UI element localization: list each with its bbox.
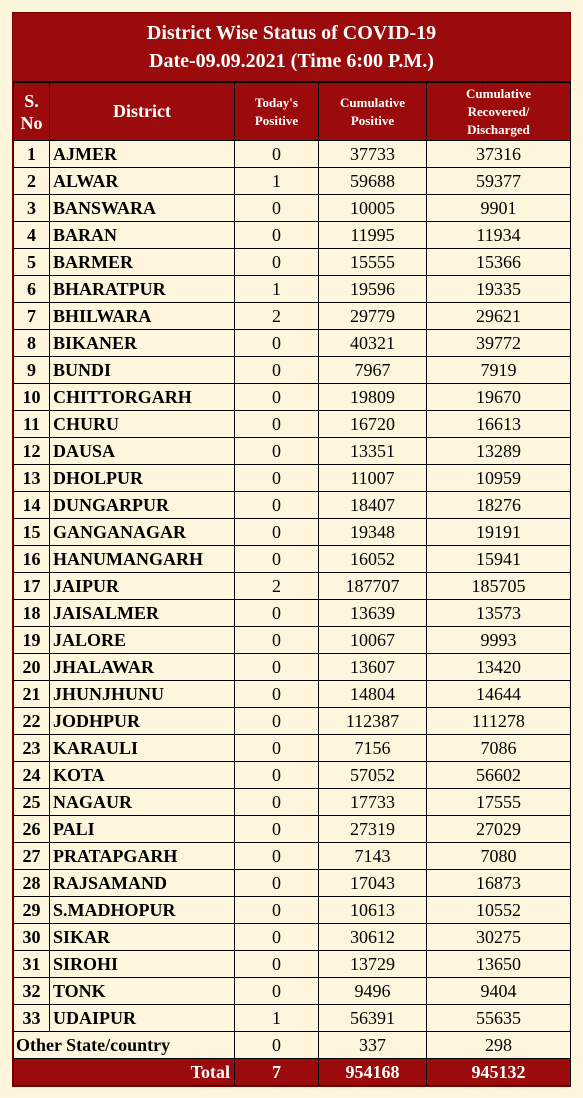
- row-today-positive: 0: [235, 249, 319, 276]
- row-cumulative-positive: 11007: [319, 465, 427, 492]
- total-cum-recovered: 945132: [427, 1059, 571, 1086]
- row-cumulative-positive: 13639: [319, 600, 427, 627]
- row-district: JAIPUR: [50, 573, 235, 600]
- row-sno: 17: [14, 573, 50, 600]
- row-today-positive: 0: [235, 951, 319, 978]
- row-cumulative-positive: 14804: [319, 681, 427, 708]
- table-row: [14, 1005, 571, 1032]
- row-cumulative-recovered: 15941: [427, 546, 571, 573]
- header-district: District: [50, 83, 235, 141]
- row-district: JALORE: [50, 627, 235, 654]
- row-today-positive: 0: [235, 546, 319, 573]
- row-sno: 4: [14, 222, 50, 249]
- header-cum-rec-line2: Recovered/: [467, 103, 530, 119]
- other-state-cum-positive: 337: [319, 1032, 427, 1059]
- row-today-positive: 0: [235, 897, 319, 924]
- header-cumulative-positive: [319, 83, 427, 141]
- row-district: ALWAR: [50, 168, 235, 195]
- row-cumulative-recovered: 7086: [427, 735, 571, 762]
- row-cumulative-recovered: 185705: [427, 573, 571, 600]
- table-row: [14, 546, 571, 573]
- table-row: [14, 681, 571, 708]
- header-today-line2: Positive: [254, 112, 299, 128]
- row-district: JODHPUR: [50, 708, 235, 735]
- row-cumulative-positive: 37733: [319, 141, 427, 168]
- table-row: [14, 249, 571, 276]
- header-cum-rec-line3: Discharged: [467, 121, 530, 137]
- row-cumulative-recovered: 19670: [427, 384, 571, 411]
- header-cum-rec-line1: Cumulative: [466, 85, 531, 101]
- row-cumulative-positive: 29779: [319, 303, 427, 330]
- row-sno: 1: [14, 141, 50, 168]
- row-sno: 22: [14, 708, 50, 735]
- row-cumulative-positive: 16052: [319, 546, 427, 573]
- table-row: [14, 276, 571, 303]
- row-district: RAJSAMAND: [50, 870, 235, 897]
- row-district: JHALAWAR: [50, 654, 235, 681]
- row-cumulative-positive: 59688: [319, 168, 427, 195]
- row-cumulative-recovered: 17555: [427, 789, 571, 816]
- row-today-positive: 0: [235, 465, 319, 492]
- row-cumulative-recovered: 15366: [427, 249, 571, 276]
- row-district: BANSWARA: [50, 195, 235, 222]
- table-row: [14, 222, 571, 249]
- row-district: CHITTORGARH: [50, 384, 235, 411]
- row-sno: 29: [14, 897, 50, 924]
- table-row: [14, 330, 571, 357]
- row-today-positive: 0: [235, 141, 319, 168]
- district-status-table: [13, 82, 571, 1086]
- row-cumulative-positive: 7967: [319, 357, 427, 384]
- row-cumulative-positive: 27319: [319, 816, 427, 843]
- row-cumulative-recovered: 59377: [427, 168, 571, 195]
- row-today-positive: 1: [235, 168, 319, 195]
- row-today-positive: 0: [235, 492, 319, 519]
- other-state-row: [14, 1032, 571, 1059]
- row-cumulative-recovered: 9404: [427, 978, 571, 1005]
- row-district: BARAN: [50, 222, 235, 249]
- row-sno: 10: [14, 384, 50, 411]
- row-today-positive: 0: [235, 330, 319, 357]
- row-cumulative-recovered: 56602: [427, 762, 571, 789]
- row-sno: 9: [14, 357, 50, 384]
- header-sno-line1: S.: [24, 90, 39, 111]
- table-header: [14, 83, 571, 141]
- row-sno: 7: [14, 303, 50, 330]
- row-cumulative-positive: 40321: [319, 330, 427, 357]
- row-cumulative-recovered: 11934: [427, 222, 571, 249]
- row-cumulative-recovered: 30275: [427, 924, 571, 951]
- row-today-positive: 0: [235, 762, 319, 789]
- row-district: BUNDI: [50, 357, 235, 384]
- table-row: [14, 384, 571, 411]
- row-today-positive: 0: [235, 384, 319, 411]
- row-sno: 26: [14, 816, 50, 843]
- row-today-positive: 0: [235, 735, 319, 762]
- row-today-positive: 0: [235, 654, 319, 681]
- row-cumulative-positive: 10067: [319, 627, 427, 654]
- table-row: [14, 762, 571, 789]
- row-cumulative-positive: 7143: [319, 843, 427, 870]
- row-cumulative-recovered: 29621: [427, 303, 571, 330]
- row-cumulative-positive: 7156: [319, 735, 427, 762]
- header-cumulative-recovered: [427, 83, 571, 141]
- row-sno: 16: [14, 546, 50, 573]
- row-sno: 6: [14, 276, 50, 303]
- other-state-cum-recovered: 298: [427, 1032, 571, 1059]
- row-today-positive: 0: [235, 438, 319, 465]
- table-row: [14, 600, 571, 627]
- row-cumulative-positive: 17733: [319, 789, 427, 816]
- row-sno: 21: [14, 681, 50, 708]
- row-cumulative-recovered: 19191: [427, 519, 571, 546]
- row-sno: 31: [14, 951, 50, 978]
- header-today-line1: Today's: [255, 94, 298, 110]
- row-district: PALI: [50, 816, 235, 843]
- header-today-positive: [235, 83, 319, 141]
- row-district: GANGANAGAR: [50, 519, 235, 546]
- table-row: [14, 924, 571, 951]
- row-cumulative-positive: 18407: [319, 492, 427, 519]
- row-cumulative-recovered: 37316: [427, 141, 571, 168]
- table-row: [14, 303, 571, 330]
- table-row: [14, 465, 571, 492]
- row-sno: 25: [14, 789, 50, 816]
- row-cumulative-positive: 112387: [319, 708, 427, 735]
- row-today-positive: 0: [235, 789, 319, 816]
- table-row: [14, 870, 571, 897]
- row-cumulative-recovered: 10959: [427, 465, 571, 492]
- total-cum-positive: 954168: [319, 1059, 427, 1086]
- row-cumulative-positive: 17043: [319, 870, 427, 897]
- row-today-positive: 0: [235, 600, 319, 627]
- row-district: CHURU: [50, 411, 235, 438]
- row-district: BHILWARA: [50, 303, 235, 330]
- row-district: BIKANER: [50, 330, 235, 357]
- row-district: SIROHI: [50, 951, 235, 978]
- row-cumulative-positive: 13729: [319, 951, 427, 978]
- row-cumulative-recovered: 111278: [427, 708, 571, 735]
- row-today-positive: 0: [235, 708, 319, 735]
- row-cumulative-recovered: 14644: [427, 681, 571, 708]
- row-today-positive: 0: [235, 519, 319, 546]
- row-cumulative-positive: 30612: [319, 924, 427, 951]
- row-sno: 20: [14, 654, 50, 681]
- row-cumulative-positive: 13607: [319, 654, 427, 681]
- row-sno: 27: [14, 843, 50, 870]
- header-cum-pos-line1: Cumulative: [340, 94, 405, 110]
- row-cumulative-positive: 187707: [319, 573, 427, 600]
- row-sno: 19: [14, 627, 50, 654]
- table-row: [14, 897, 571, 924]
- table-row: [14, 708, 571, 735]
- table-row: [14, 519, 571, 546]
- row-district: PRATAPGARH: [50, 843, 235, 870]
- table-row: [14, 843, 571, 870]
- table-body: [14, 141, 571, 1059]
- row-district: DAUSA: [50, 438, 235, 465]
- row-sno: 15: [14, 519, 50, 546]
- row-cumulative-positive: 57052: [319, 762, 427, 789]
- total-label: Total: [14, 1059, 235, 1086]
- total-today: 7: [235, 1059, 319, 1086]
- row-sno: 12: [14, 438, 50, 465]
- table-row: [14, 951, 571, 978]
- row-sno: 13: [14, 465, 50, 492]
- table-row: [14, 627, 571, 654]
- row-cumulative-recovered: 18276: [427, 492, 571, 519]
- row-district: TONK: [50, 978, 235, 1005]
- row-cumulative-recovered: 13650: [427, 951, 571, 978]
- row-cumulative-recovered: 16613: [427, 411, 571, 438]
- table-footer: [14, 1059, 571, 1086]
- table-row: [14, 141, 571, 168]
- row-district: KOTA: [50, 762, 235, 789]
- row-cumulative-positive: 19596: [319, 276, 427, 303]
- covid-status-table-container: [12, 12, 571, 1087]
- table-row: [14, 654, 571, 681]
- row-district: S.MADHOPUR: [50, 897, 235, 924]
- row-district: DUNGARPUR: [50, 492, 235, 519]
- row-sno: 30: [14, 924, 50, 951]
- table-row: [14, 789, 571, 816]
- table-row: [14, 411, 571, 438]
- table-row: [14, 195, 571, 222]
- row-cumulative-recovered: 27029: [427, 816, 571, 843]
- row-cumulative-positive: 19348: [319, 519, 427, 546]
- row-cumulative-recovered: 13420: [427, 654, 571, 681]
- row-today-positive: 0: [235, 978, 319, 1005]
- row-cumulative-recovered: 19335: [427, 276, 571, 303]
- row-sno: 14: [14, 492, 50, 519]
- row-today-positive: 0: [235, 924, 319, 951]
- row-sno: 8: [14, 330, 50, 357]
- row-sno: 23: [14, 735, 50, 762]
- table-row: [14, 978, 571, 1005]
- row-cumulative-positive: 19809: [319, 384, 427, 411]
- row-today-positive: 0: [235, 870, 319, 897]
- row-district: HANUMANGARH: [50, 546, 235, 573]
- row-today-positive: 0: [235, 222, 319, 249]
- row-cumulative-positive: 10613: [319, 897, 427, 924]
- other-state-today: 0: [235, 1032, 319, 1059]
- header-sno: [14, 83, 50, 141]
- table-row: [14, 573, 571, 600]
- row-today-positive: 0: [235, 411, 319, 438]
- row-district: JAISALMER: [50, 600, 235, 627]
- row-today-positive: 1: [235, 276, 319, 303]
- row-cumulative-positive: 10005: [319, 195, 427, 222]
- row-today-positive: 0: [235, 681, 319, 708]
- row-today-positive: 1: [235, 1005, 319, 1032]
- row-cumulative-recovered: 13573: [427, 600, 571, 627]
- row-cumulative-recovered: 16873: [427, 870, 571, 897]
- table-row: [14, 357, 571, 384]
- row-sno: 18: [14, 600, 50, 627]
- row-sno: 28: [14, 870, 50, 897]
- row-cumulative-recovered: 9901: [427, 195, 571, 222]
- row-cumulative-positive: 16720: [319, 411, 427, 438]
- row-district: UDAIPUR: [50, 1005, 235, 1032]
- table-row: [14, 735, 571, 762]
- total-row: [14, 1059, 571, 1086]
- row-district: JHUNJHUNU: [50, 681, 235, 708]
- row-today-positive: 0: [235, 357, 319, 384]
- table-title: [13, 13, 570, 82]
- table-row: [14, 438, 571, 465]
- row-district: AJMER: [50, 141, 235, 168]
- row-cumulative-recovered: 7080: [427, 843, 571, 870]
- row-sno: 32: [14, 978, 50, 1005]
- row-district: DHOLPUR: [50, 465, 235, 492]
- row-cumulative-recovered: 39772: [427, 330, 571, 357]
- row-cumulative-recovered: 9993: [427, 627, 571, 654]
- row-cumulative-positive: 9496: [319, 978, 427, 1005]
- row-cumulative-recovered: 13289: [427, 438, 571, 465]
- table-row: [14, 816, 571, 843]
- table-row: [14, 492, 571, 519]
- row-district: BHARATPUR: [50, 276, 235, 303]
- row-today-positive: 0: [235, 843, 319, 870]
- row-district: KARAULI: [50, 735, 235, 762]
- row-cumulative-recovered: 7919: [427, 357, 571, 384]
- table-row: [14, 168, 571, 195]
- row-sno: 33: [14, 1005, 50, 1032]
- row-sno: 11: [14, 411, 50, 438]
- title-line-1: District Wise Status of COVID-19: [146, 22, 437, 44]
- row-sno: 3: [14, 195, 50, 222]
- row-cumulative-recovered: 10552: [427, 897, 571, 924]
- header-cum-pos-line2: Positive: [350, 112, 395, 128]
- row-sno: 5: [14, 249, 50, 276]
- header-sno-line2: No: [20, 112, 43, 133]
- row-district: BARMER: [50, 249, 235, 276]
- row-cumulative-recovered: 55635: [427, 1005, 571, 1032]
- header-row: [14, 83, 571, 141]
- row-today-positive: 0: [235, 816, 319, 843]
- row-today-positive: 2: [235, 303, 319, 330]
- row-today-positive: 0: [235, 627, 319, 654]
- row-cumulative-positive: 15555: [319, 249, 427, 276]
- row-cumulative-positive: 13351: [319, 438, 427, 465]
- other-state-label: Other State/country: [14, 1032, 235, 1059]
- row-district: NAGAUR: [50, 789, 235, 816]
- row-district: SIKAR: [50, 924, 235, 951]
- row-sno: 2: [14, 168, 50, 195]
- row-cumulative-positive: 11995: [319, 222, 427, 249]
- title-line-2: Date-09.09.2021 (Time 6:00 P.M.): [149, 50, 434, 72]
- row-today-positive: 2: [235, 573, 319, 600]
- row-today-positive: 0: [235, 195, 319, 222]
- row-sno: 24: [14, 762, 50, 789]
- row-cumulative-positive: 56391: [319, 1005, 427, 1032]
